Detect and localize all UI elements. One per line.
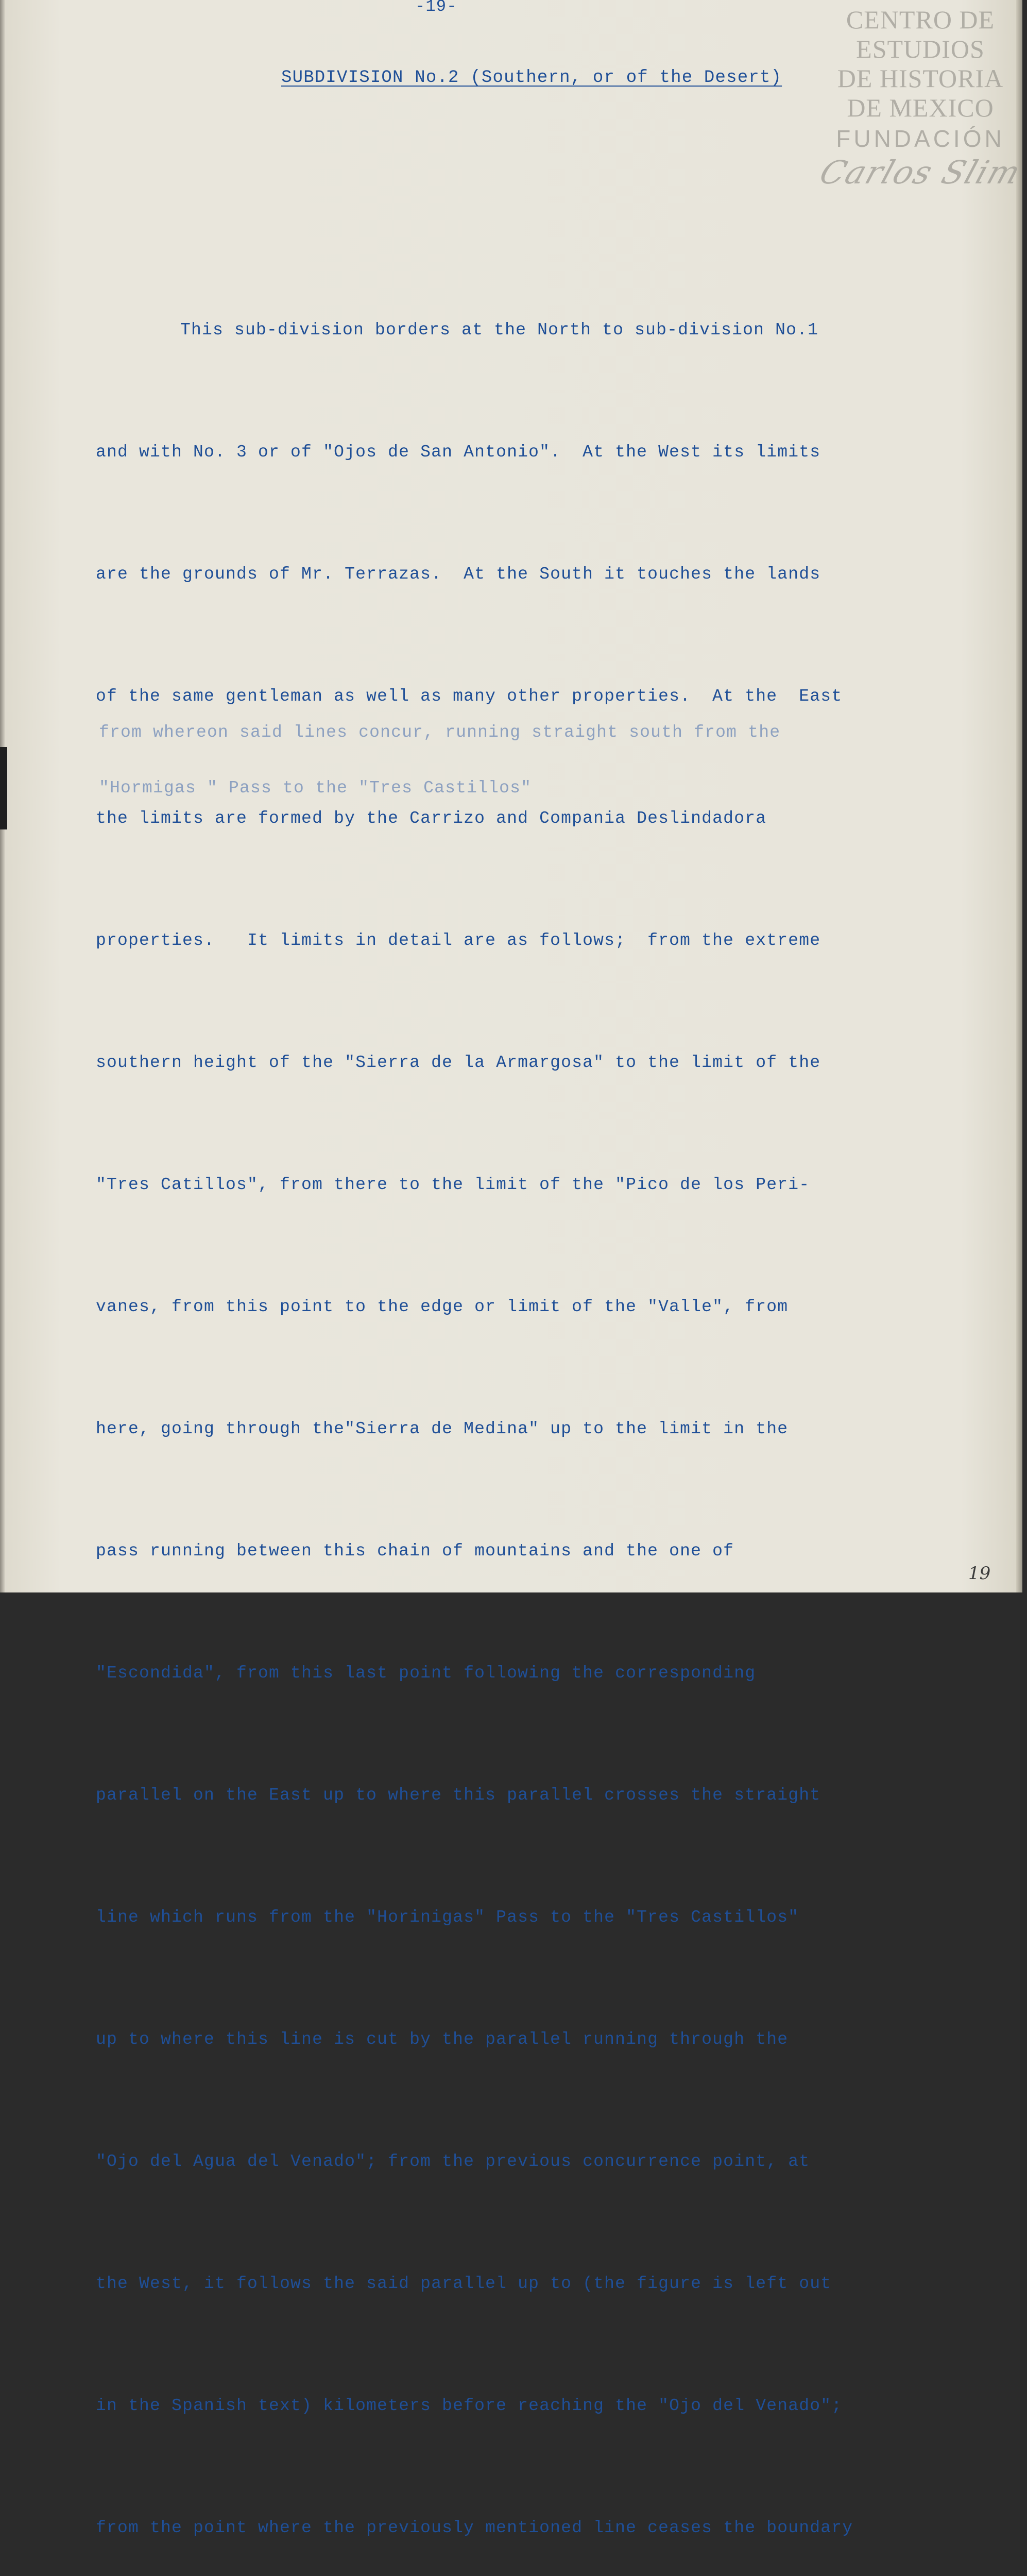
body-text — [96, 147, 971, 2576]
watermark-foundation: FUNDACIÓN — [836, 125, 1005, 152]
watermark-line: DE MEXICO — [847, 93, 994, 122]
text-line: "Escondida", from this last point following the corresponding — [96, 1664, 756, 1683]
text-line: properties. It limits in detail are as follows; from the extreme — [96, 931, 821, 950]
page-right-edge — [1016, 0, 1022, 1592]
text-line: from the point where the previously mentioned line ceases the boundary — [96, 2518, 853, 2537]
overtyped-text — [99, 686, 780, 835]
text-line: up to where this line is cut by the parallel running through the — [96, 2030, 789, 2049]
paragraph-1 — [96, 228, 971, 2576]
overtyped-line: "Hormigas " Pass to the "Tres Castillos" — [99, 778, 532, 798]
text-line: "Ojo del Agua del Venado"; from the previous concurrence point, at — [96, 2152, 810, 2171]
text-line: "Tres Catillos", from there to the limit of the "Pico de los Peri- — [96, 1175, 810, 1194]
text-line: line which runs from the "Horinigas" Pass to the "Tres Castillos" — [96, 1908, 799, 1927]
text-line: of the same gentleman as well as many other properties. At the East — [96, 687, 843, 706]
text-line: parallel on the East up to where this parallel crosses the straight — [96, 1786, 821, 1805]
overtyped-line: from whereon said lines concur, running straight south from the — [99, 723, 781, 742]
watermark-signature: Carlos Slim — [815, 154, 1026, 191]
watermark-line: DE HISTORIA — [837, 64, 1004, 93]
text-line: are the grounds of Mr. Terrazas. At the South it touches the lands — [96, 565, 821, 584]
text-line: and with No. 3 or of "Ojos de San Antonio". At the West its limits — [96, 443, 821, 462]
text-line: southern height of the "Sierra de la Armargosa" to the limit of the — [96, 1053, 821, 1072]
watermark-line: ESTUDIOS — [856, 35, 985, 63]
page-number: -19- — [415, 0, 457, 16]
text-line: in the Spanish text) kilometers before reaching the "Ojo del Venado"; — [96, 2396, 843, 2415]
text-line: the limits are formed by the Carrizo and Compania Deslindadora — [96, 809, 767, 828]
archive-watermark — [815, 5, 1026, 191]
section-heading: SUBDIVISION No.2 (Southern, or of the Desert) — [281, 68, 782, 88]
folio-number: 19 — [968, 1563, 991, 1584]
binder-tab — [0, 747, 7, 829]
watermark-line: CENTRO DE — [846, 5, 995, 34]
text-line: here, going through the"Sierra de Medina" up to the limit in the — [96, 1419, 789, 1438]
text-line: vanes, from this point to the edge or limit of the "Valle", from — [96, 1297, 789, 1316]
text-line: pass running between this chain of mountains and the one of — [96, 1541, 734, 1561]
text-line: This sub-division borders at the North to sub-division No.1 — [180, 320, 819, 340]
text-line: the West, it follows the said parallel up to (the figure is left out — [96, 2274, 832, 2293]
